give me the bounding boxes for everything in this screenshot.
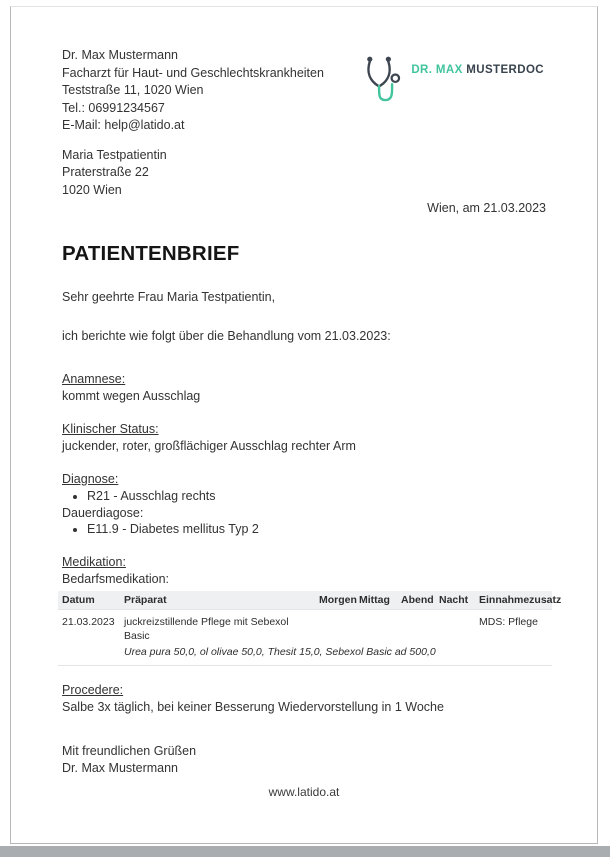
recipient-block (62, 147, 546, 200)
closing-block (62, 743, 546, 778)
bedarfsmedikation-label: Bedarfsmedikation: (62, 572, 170, 586)
cell-datum: 21.03.2023 (62, 615, 115, 628)
letter-page (10, 6, 598, 844)
recipient-name: Maria Testpatientin (62, 147, 167, 162)
recipient-city: 1020 Wien (62, 182, 122, 197)
procedere-heading: Procedere: (62, 682, 124, 697)
closing-greeting: Mit freundlichen Grüßen (62, 743, 197, 758)
clinic-logo (354, 52, 544, 110)
medikation-heading: Medikation: (62, 554, 126, 569)
cell-morgen (319, 615, 359, 643)
medication-row-main (62, 615, 549, 643)
recipient-street: Praterstraße 22 (62, 165, 149, 179)
sender-phone: Tel.: 06991234567 (62, 100, 165, 115)
cell-einnahmezusatz: MDS: Pflege (479, 615, 538, 628)
cell-abend (401, 615, 439, 643)
col-header-einnahmezusatz: Einnahmezusatz (479, 593, 562, 606)
section-procedere (62, 682, 546, 716)
footer-url: www.latido.at (268, 784, 340, 799)
letter-title: PATIENTENBRIEF (62, 241, 240, 265)
sender-name: Dr. Max Mustermann (62, 48, 179, 62)
cell-nacht (439, 615, 479, 643)
anamnese-heading: Anamnese: (62, 371, 126, 386)
medication-table-header (58, 591, 562, 610)
cell-mittag (359, 615, 401, 643)
salutation: Sehr geehrte Frau Maria Testpatientin, (62, 289, 276, 304)
col-header-datum: Datum (62, 593, 95, 606)
date-line: Wien, am 21.03.2023 (427, 201, 546, 215)
diagnose-heading: Diagnose: (62, 471, 119, 486)
signature-name: Dr. Max Mustermann (62, 761, 179, 775)
medication-table-row (58, 610, 552, 666)
intro-line: ich berichte wie folgt über die Behandlung vom 21.03.2023: (62, 329, 391, 343)
sender-email: E-Mail: help@latido.at (62, 118, 185, 132)
dauerdiagnose-heading: Dauerdiagose: (62, 505, 144, 520)
col-header-morgen: Morgen (319, 593, 357, 606)
klinischer-status-heading: Klinischer Status: (62, 421, 159, 436)
cell-praeparat: juckreizstillende Pflege mit Sebexol Basic (124, 615, 289, 642)
anamnese-text: kommt wegen Ausschlag (62, 389, 201, 403)
klinischer-status-text: juckender, roter, großflächiger Ausschlag rechter Arm (62, 439, 356, 453)
stethoscope-icon (354, 52, 406, 110)
logo-wordmark-rest: MUSTERDOC (466, 64, 544, 76)
page-bottom-shadow (0, 846, 610, 857)
cell-zusammensetzung: Urea pura 50,0, ol olivae 50,0, Thesit 15,0, Sebexol Basic ad 500,0 (124, 645, 436, 658)
col-header-abend: Abend (401, 593, 434, 606)
section-diagnose (62, 471, 546, 538)
diagnose-list (62, 488, 546, 505)
col-header-mittag: Mittag (359, 593, 390, 606)
col-header-praeparat: Präparat (124, 593, 167, 606)
col-header-nacht: Nacht (439, 593, 469, 606)
diagnose-item: • R21 - Ausschlag rechts (87, 488, 546, 505)
section-anamnese (62, 371, 546, 405)
letter-header (62, 47, 546, 135)
sender-block (62, 47, 324, 135)
section-medikation (62, 554, 562, 666)
logo-wordmark (411, 62, 544, 80)
logo-wordmark-accent: DR. MAX (411, 64, 463, 76)
sender-specialty: Facharzt für Haut- und Geschlechtskrankheiten (62, 65, 324, 80)
sender-street: Teststraße 11, 1020 Wien (62, 83, 204, 97)
dauerdiagnose-item: • E11.9 - Diabetes mellitus Typ 2 (87, 521, 546, 538)
dauerdiagnose-list (62, 521, 546, 538)
procedere-text: Salbe 3x täglich, bei keiner Besserung Wiedervorstellung in 1 Woche (62, 700, 444, 714)
section-klinischer-status (62, 421, 546, 455)
medication-table (58, 591, 562, 666)
